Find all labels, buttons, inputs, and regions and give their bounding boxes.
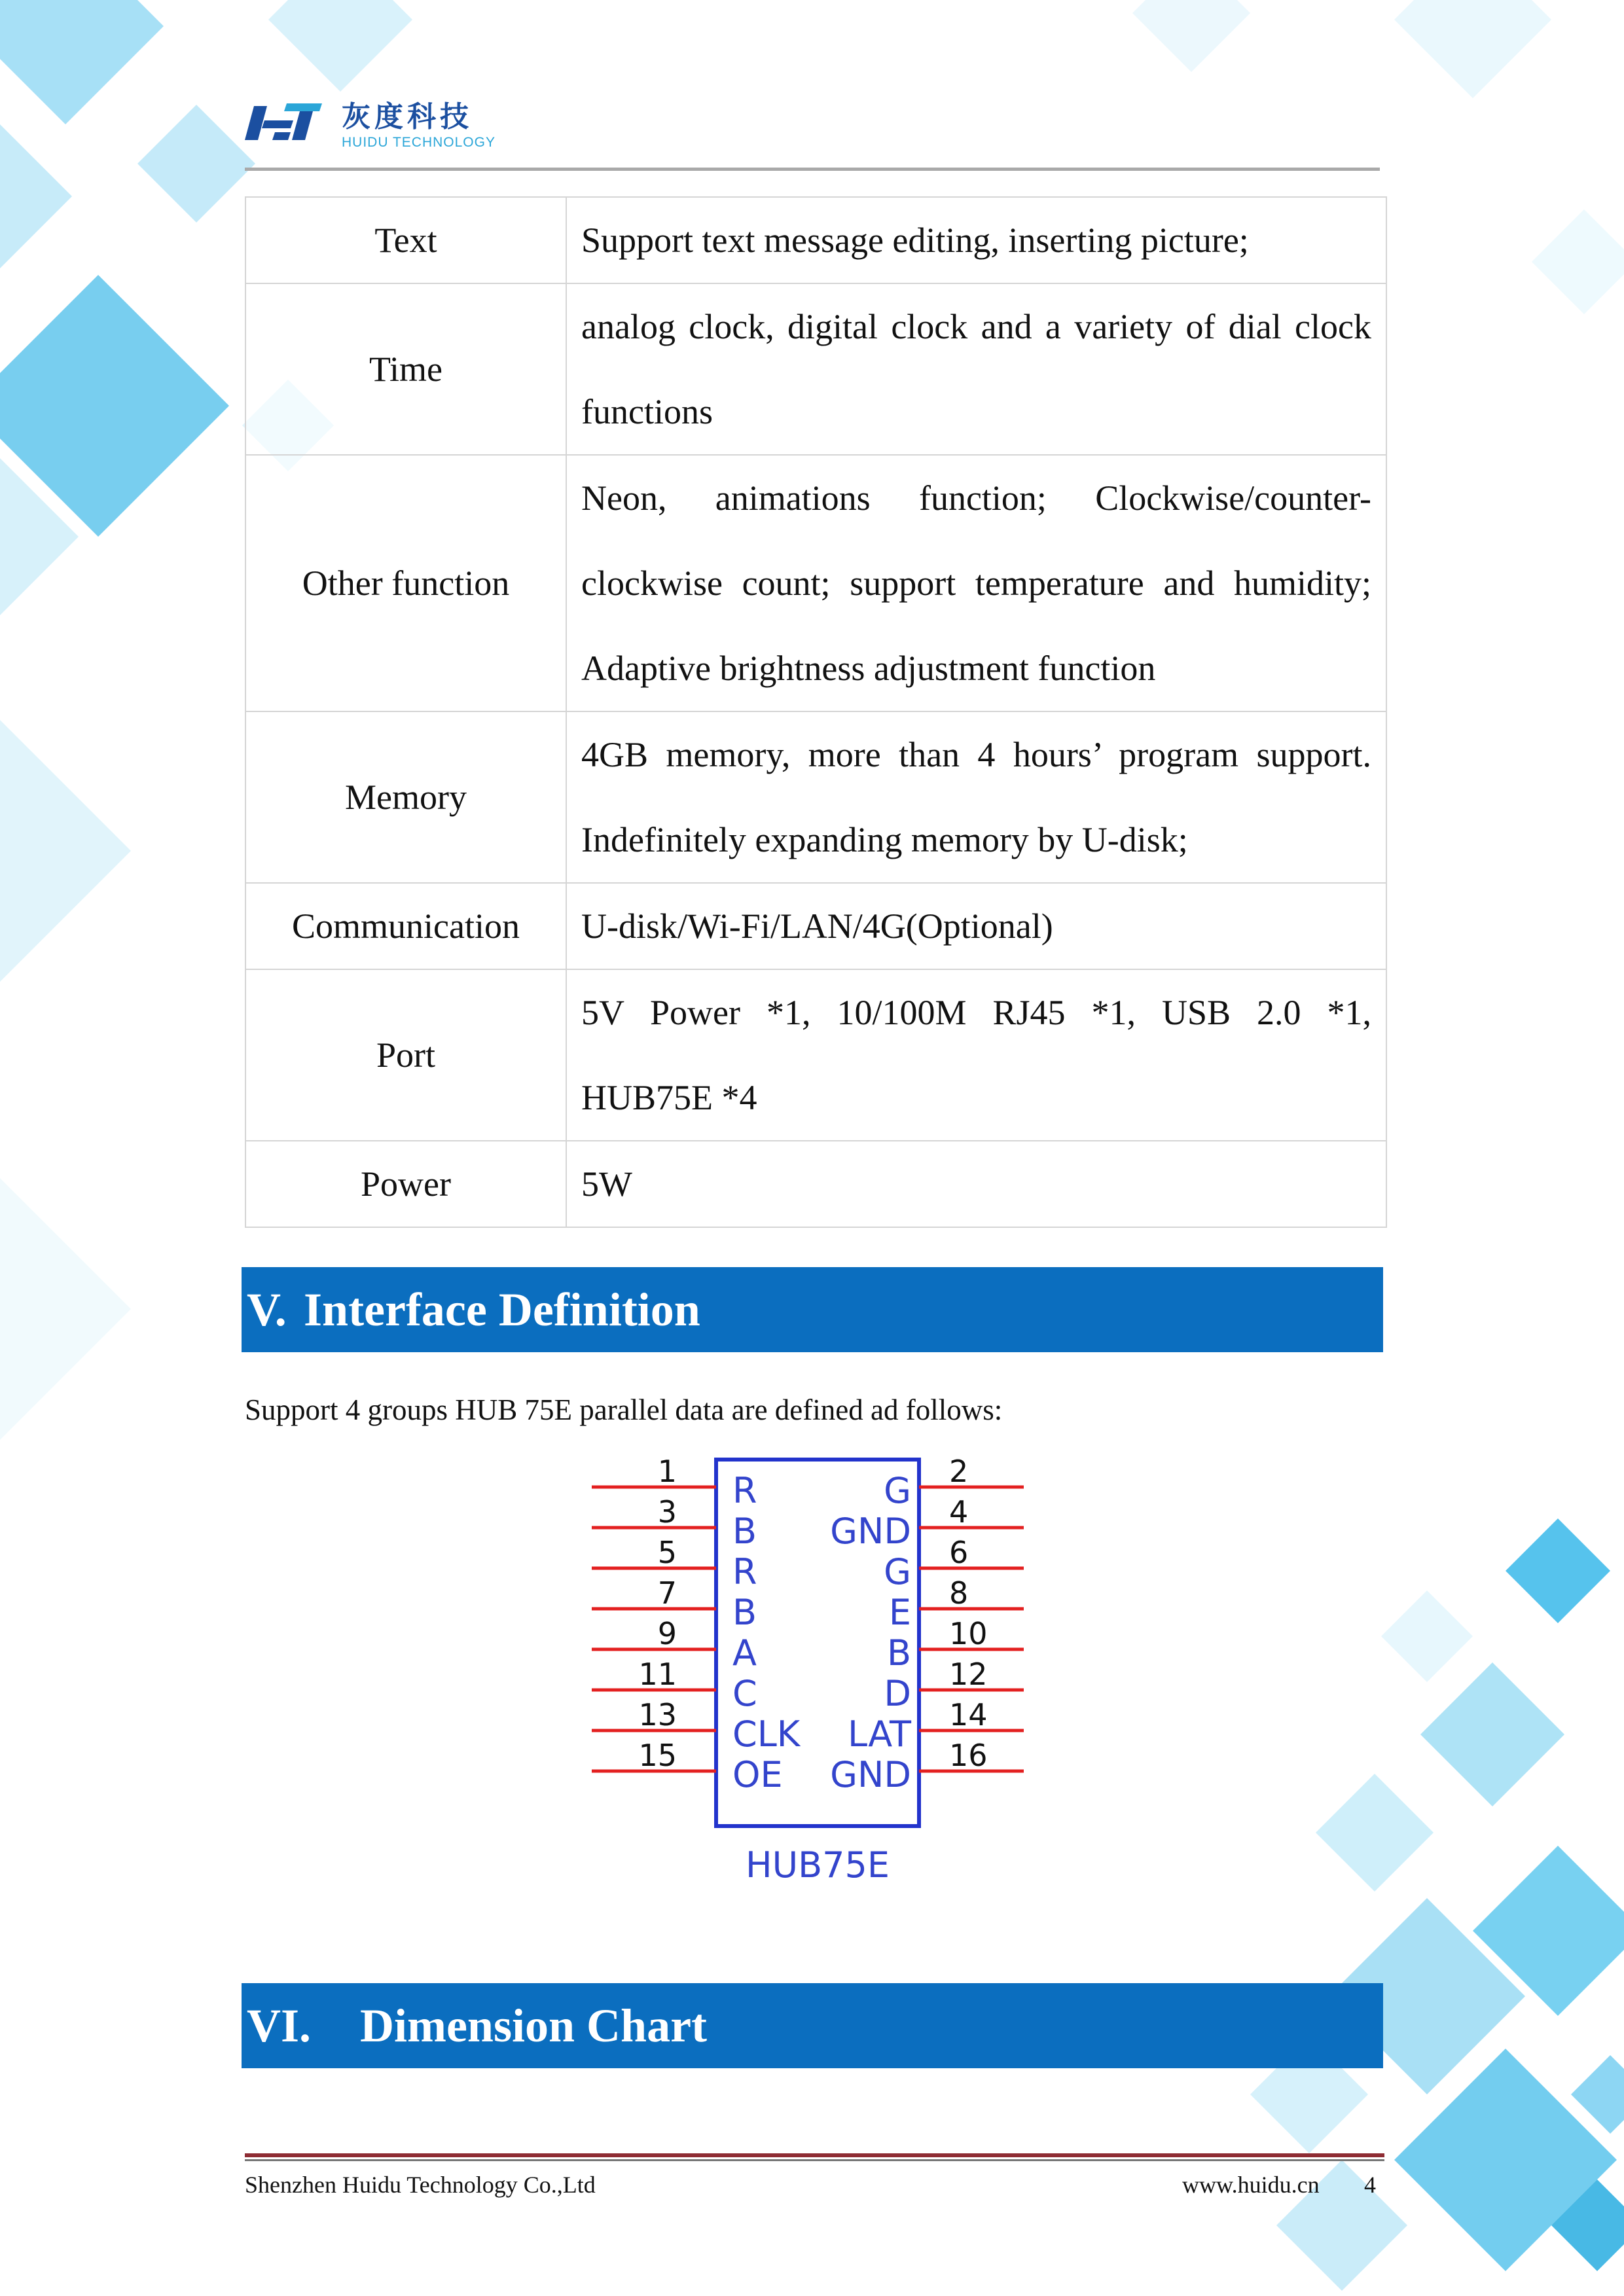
- pin-number: 4: [949, 1494, 969, 1530]
- pin-signal-label: OE: [732, 1754, 783, 1795]
- decorative-diamond: [1381, 1590, 1473, 1682]
- pin-number: 14: [949, 1697, 988, 1732]
- spec-label: Other function: [245, 455, 566, 711]
- spec-value-line: functions: [581, 392, 713, 431]
- pin-number: 16: [949, 1738, 988, 1773]
- pin-number: 5: [657, 1535, 677, 1570]
- spec-value-line: HUB75E *4: [581, 1078, 757, 1117]
- decorative-diamond: [268, 0, 412, 92]
- spec-row: [245, 283, 1386, 455]
- spec-row: [245, 883, 1386, 969]
- pin-signal-label: GND: [830, 1511, 911, 1552]
- section-title: Dimension Chart: [360, 2000, 708, 2052]
- spec-row: [245, 455, 1386, 711]
- huidu-logo-icon: [245, 97, 323, 149]
- pin-number: 15: [638, 1738, 677, 1773]
- spec-value: [566, 455, 1386, 711]
- spec-table: [245, 196, 1387, 1228]
- hub75e-connector-diagram: [592, 1450, 1028, 1895]
- spec-value-line: 5W: [581, 1164, 632, 1204]
- pin-signal-label: LAT: [847, 1713, 911, 1755]
- section-header-interface-definition: [242, 1267, 1383, 1352]
- interface-intro-text: Support 4 groups HUB 75E parallel data are defined ad follows:: [245, 1393, 1003, 1426]
- pin-number: 9: [657, 1616, 677, 1651]
- spec-label: Communication: [245, 883, 566, 969]
- spec-value-line: analog clock, digital clock and a variety of dial clock: [581, 307, 1371, 346]
- spec-label: Text: [245, 197, 566, 283]
- decorative-diamond: [1506, 1518, 1610, 1623]
- pin-number: 10: [949, 1616, 988, 1651]
- pin-signal-label: G: [884, 1470, 911, 1511]
- pin-number: 3: [657, 1494, 677, 1530]
- spec-value-line: Indefinitely expanding memory by U-disk;: [581, 820, 1188, 859]
- decorative-diamond: [0, 681, 131, 1021]
- pin-number: 11: [638, 1657, 677, 1692]
- spec-label: Power: [245, 1141, 566, 1227]
- pin-number: 13: [638, 1697, 677, 1732]
- section-header-dimension-chart: [242, 1983, 1383, 2068]
- logo-chinese-name: 灰度科技: [342, 100, 473, 134]
- pin-number: 7: [657, 1575, 677, 1611]
- spec-value: [566, 197, 1386, 283]
- spec-value: [566, 711, 1386, 883]
- pin-signal-label: B: [732, 1592, 757, 1633]
- pin-signal-label: R: [732, 1470, 757, 1511]
- decorative-diamond: [0, 1178, 131, 1440]
- spec-label: Time: [245, 283, 566, 455]
- decorative-diamond: [0, 0, 164, 124]
- decorative-diamond: [0, 111, 72, 281]
- spec-row: [245, 711, 1386, 883]
- section-number: V.: [247, 1283, 287, 1336]
- spec-value: [566, 283, 1386, 455]
- spec-label: Memory: [245, 711, 566, 883]
- decorative-diamond: [1571, 2055, 1624, 2134]
- spec-value-line: Neon, animations function; Clockwise/counter-: [581, 478, 1371, 518]
- spec-row: [245, 969, 1386, 1141]
- spec-value: [566, 969, 1386, 1141]
- pin-number: 2: [949, 1454, 969, 1489]
- section-title: Interface Definition: [304, 1283, 700, 1336]
- pin-signal-label: R: [732, 1551, 757, 1592]
- pin-signal-label: B: [732, 1511, 757, 1552]
- decorative-diamond: [137, 105, 255, 223]
- spec-value: [566, 1141, 1386, 1227]
- pin-signal-label: CLK: [732, 1713, 801, 1755]
- spec-row: [245, 1141, 1386, 1227]
- pin-signal-label: GND: [830, 1754, 911, 1795]
- pin-signal-label: E: [888, 1592, 911, 1633]
- pin-signal-label: G: [884, 1551, 911, 1592]
- connector-name: HUB75E: [745, 1844, 890, 1886]
- pin-number: 1: [657, 1454, 677, 1489]
- footer-divider-thin: [245, 2159, 1384, 2161]
- footer-website-link[interactable]: www.huidu.cn: [1182, 2172, 1320, 2198]
- logo-english-name: HUIDU TECHNOLOGY: [342, 135, 496, 150]
- spec-value-line: U-disk/Wi-Fi/LAN/4G(Optional): [581, 906, 1053, 946]
- decorative-diamond: [1132, 0, 1250, 72]
- decorative-diamond: [1316, 1774, 1434, 1892]
- decorative-diamond: [1394, 0, 1551, 98]
- pin-signal-label: D: [884, 1673, 911, 1714]
- spec-label: Port: [245, 969, 566, 1141]
- pin-signal-label: C: [732, 1673, 757, 1714]
- footer-divider: [245, 2153, 1384, 2157]
- pin-number: 12: [949, 1657, 988, 1692]
- spec-value-line: 4GB memory, more than 4 hours’ program support.: [581, 735, 1371, 774]
- pin-number: 8: [949, 1575, 969, 1611]
- spec-value-line: clockwise count; support temperature and humidity;: [581, 564, 1371, 603]
- spec-value-line: 5V Power *1, 10/100M RJ45 *1, USB 2.0 *1,: [581, 993, 1371, 1032]
- pin-number: 6: [949, 1535, 969, 1570]
- header-divider: [245, 168, 1380, 171]
- decorative-diamond: [1420, 1662, 1564, 1806]
- section-number: VI.: [247, 2000, 312, 2052]
- page-number: 4: [1364, 2172, 1376, 2198]
- pin-signal-label: B: [886, 1632, 911, 1674]
- spec-value: [566, 883, 1386, 969]
- decorative-diamond: [1532, 209, 1624, 314]
- spec-value-line: Adaptive brightness adjustment function: [581, 649, 1156, 688]
- footer-company: Shenzhen Huidu Technology Co.,Ltd: [245, 2172, 596, 2198]
- spec-row: [245, 197, 1386, 283]
- spec-value-line: Support text message editing, inserting picture;: [581, 221, 1249, 260]
- pin-signal-label: A: [732, 1632, 757, 1674]
